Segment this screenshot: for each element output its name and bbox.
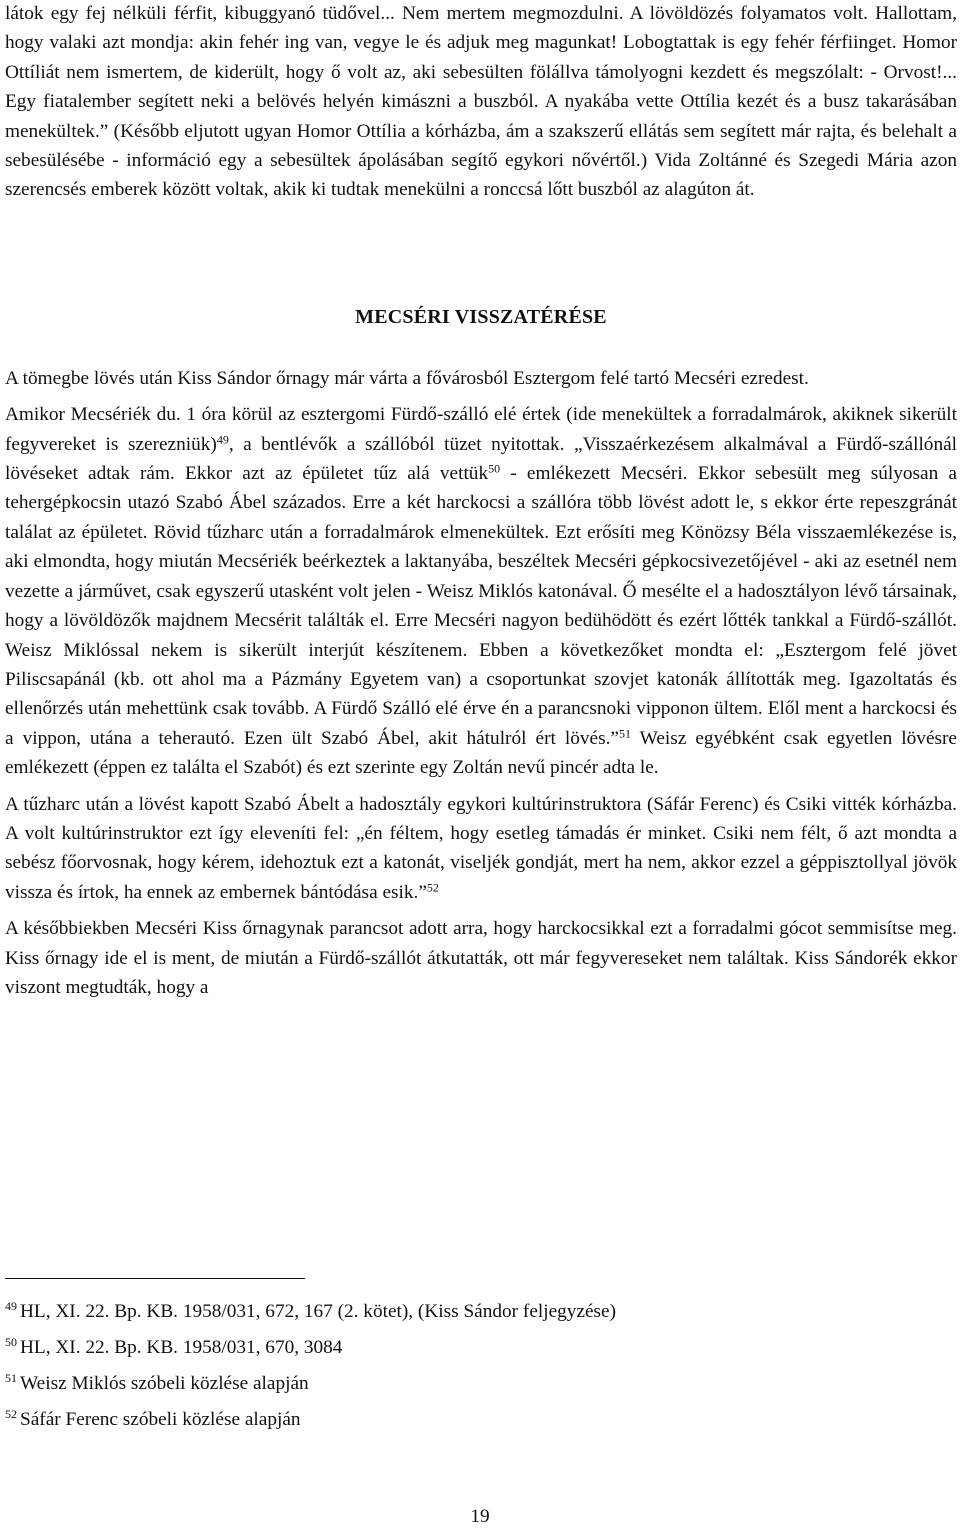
footnote-50: [5, 1330, 955, 1366]
text-segment: Amikor Mecsériék du. 1 óra körül az esztergomi Fürdő-szálló elé értek (ide menekültek a forradalmárok, akiknek sikerült fegyvereket is szerezniük): [5, 404, 957, 455]
page-number: 19: [470, 1506, 490, 1527]
footnote-number: 52: [5, 1407, 17, 1422]
footnotes: [5, 1294, 955, 1438]
footnote-ref-52[interactable]: 52: [426, 880, 439, 895]
footnote-text: HL, XI. 22. Bp. KB. 1958/031, 670, 3084: [20, 1337, 343, 1358]
paragraph-parancs: A későbbiekben Mecséri Kiss őrnagynak parancsot adott arra, hogy harckocsikkal ezt a forradalmi gócot semmisítse meg. Kiss őrnagy ide el is ment, de miután a Fürdő-szállót átkutatták, ott már fegyvereseket nem találtak. Kiss Sándorék ekkor viszont megtudták, hogy a: [5, 918, 957, 998]
footnote-ref-51[interactable]: 51: [618, 726, 631, 741]
footnote-number: 49: [5, 1299, 17, 1314]
paragraph-intro: A tömegbe lövés után Kiss Sándor őrnagy már várta a fővárosból Esztergom felé tartó Mecséri ezredest.: [5, 367, 809, 389]
footnote-text: Sáfár Ferenc szóbeli közlése alapján: [20, 1409, 301, 1430]
text-segment: A tűzharc után a lövést kapott Szabó Ábelt a hadosztály egykori kultúrinstruktora (Sáfár Ferenc) és Csiki vitték kórházba. A volt kultúrinstruktor ezt így eleveníti fel: „én féltem, hogy esetleg támadás ér minket. Csiki nem félt, ő azt mondta a sebész főorvosnak, hogy kérem, idehoztuk ezt a katonát, viseljék gondját, mert ha nem, akkor ezzel a géppisztollyal jövök vissza és írtok, ha ennek az embernek bántódása esik.”: [5, 793, 957, 903]
footnote-number: 51: [5, 1371, 17, 1386]
footnote-text: Weisz Miklós szóbeli közlése alapján: [20, 1373, 309, 1394]
footnote-ref-49[interactable]: 49: [216, 432, 229, 447]
footnote-text: HL, XI. 22. Bp. KB. 1958/031, 672, 167 (2. kötet), (Kiss Sándor feljegyzése): [20, 1301, 617, 1322]
paragraph-furdo-szallo: [5, 400, 957, 782]
footnote-ref-50[interactable]: 50: [488, 461, 501, 476]
text-segment: , a bentlévők a szállóból tüzet nyitottak. „Visszaérkezésem alkalmával a Fürdő-szállónál lövéseket adtak rám. Ekkor azt az épületet tűz alá vettük: [5, 433, 957, 485]
footnote-number: 50: [5, 1335, 17, 1350]
footnote-divider: [5, 1278, 305, 1279]
paragraph-continued: látok egy fej nélküli férfit, kibuggyanó tüdővel... Nem mertem megmozdulni. A lövöldözés folyamatos volt. Hallottam, hogy valaki azt mondja: akin fehér ing van, vegye le és adjuk meg magunkat! Lobogtattak is egy fehér férfiinget. Homor Ottíliát nem ismertem, de kiderült, hogy ő volt az, aki sebesülten fölállva támolyogni kezdett és megszólalt: - Orvost!... Egy fiatalember segített neki a belövés helyén kimászni a buszból. A nyakába vette Ottília kezét és a busz takarásában menekültek.” (Később eljutott ugyan Homor Ottília a kórházba, ám a szakszerű ellátás sem segített már rajta, és belehalt a sebesülésébe - információ egy a sebesültek ápolásában segítő egykori nővértől.) Vida Zoltánné és Szegedi Mária azon szerencsés emberek között voltak, akik ki tudtak menekülni a ronccsá lőtt buszból az alagúton át.: [5, 3, 957, 201]
text-segment: - emlékezett Mecséri. Ekkor sebesült meg súlyosan a tehergépkocsin utazó Szabó Ábel százados. Erre a két harckocsi a szállóra több lövést adott le, s ekkor érte repeszgránát találat az épületet. Rövid tűzharc után a forradalmárok elmenekültek. Ezt erősíti meg Könözsy Béla visszaemlékezése is, aki elmondta, hogy miután Mecsériék beérkeztek a laktanyába, beszéltek Mecséri gépkocsivezetőjével - aki az esetnél nem vezette a járművet, csak egyszerű utasként volt jelen - Weisz Miklós katonával. Ő mesélte el a hadosztályon lévő társainak, hogy a lövöldözők majdnem Mecsérit találták el. Erre Mecséri nagyon bedühödött és ezért lőtték tankkal a Fürdő-szállót. Weisz Miklóssal nekem is sikerült interjút készítenem. Ebben a következőket mondta el: „Esztergom felé jövet Piliscsapánál (kb. ott ahol ma a Pázmány Egyetem van) a csoportunkat szovjet katonák állították meg. Igazoltatás és ellenőrzés után mehettünk csak tovább. A Fürdő Szálló elé érve én a parancsnoki vipponon ültem. Elől ment a harckocsi és a vippon, utána a teherautó. Ezen ült Szabó Ábel, akit hátulról ért lövés.”: [5, 463, 957, 749]
paragraph-korhaz: [5, 790, 957, 908]
footnote-52: [5, 1402, 955, 1438]
section-heading-wrap: [5, 303, 957, 332]
text-segment: Weisz egyébként csak egyetlen lövésre emlékezett (éppen ez találta el Szabót) és ezt szerinte egy Zoltán nevű pincér adta le.: [5, 727, 957, 779]
footnote-51: [5, 1366, 955, 1402]
footnote-49: [5, 1294, 955, 1330]
page-body: [5, 0, 957, 1002]
section-heading: MECSÉRI VISSZATÉRÉSE: [355, 305, 607, 328]
